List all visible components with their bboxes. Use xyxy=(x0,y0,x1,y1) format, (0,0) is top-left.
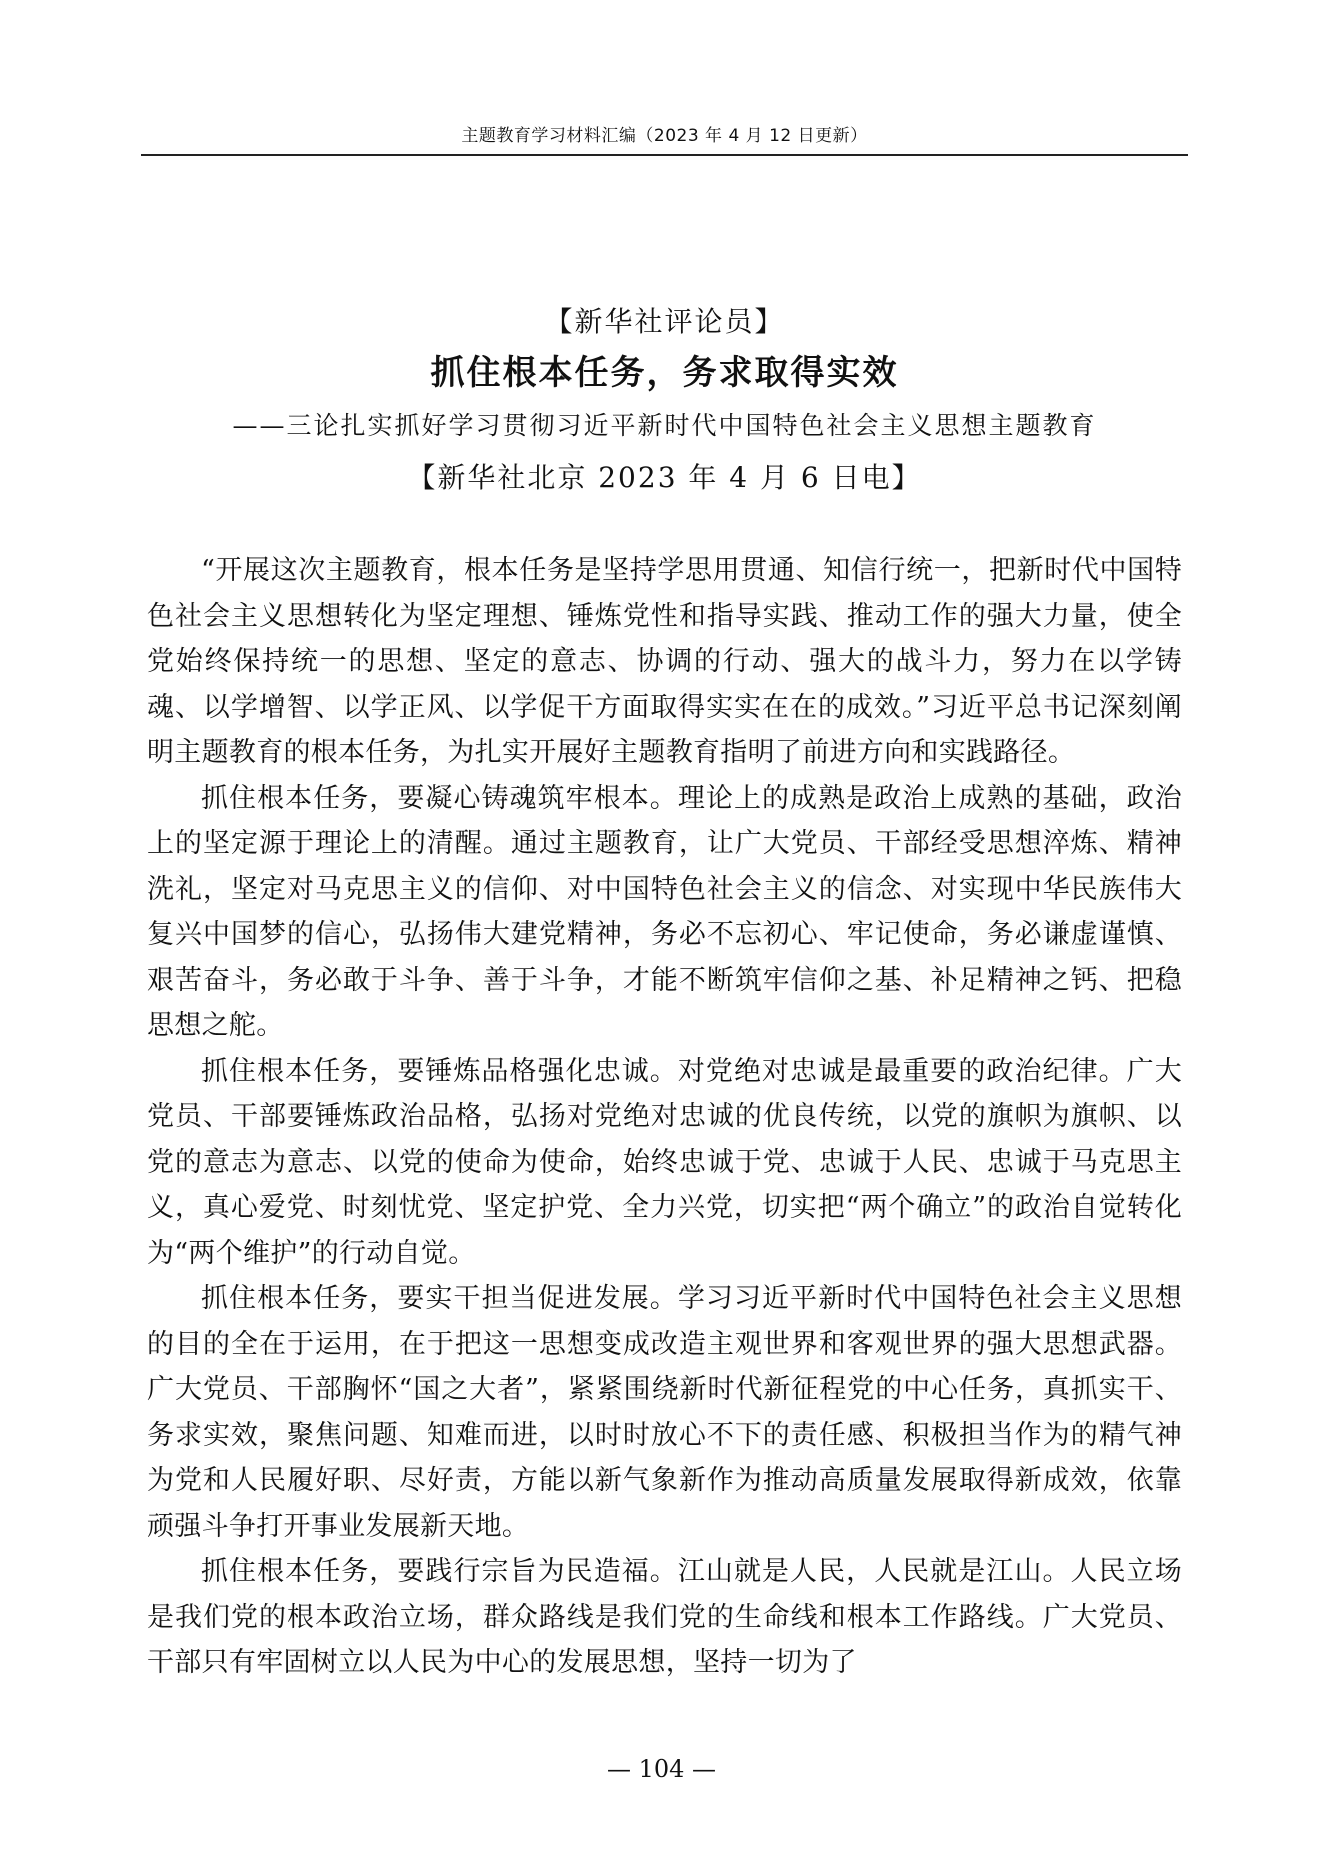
paragraph: 抓住根本任务，要凝心铸魂筑牢根本。理论上的成熟是政治上成熟的基础，政治上的坚定源于理论上的清醒。通过主题教育，让广大党员、干部经受思想淬炼、精神洗礼，坚定对马克思主义的信仰、对中国特色社会主义的信念、对实现中华民族伟大复兴中国梦的信心，弘扬伟大建党精神，务必不忘初心、牢记使命，务必谦虚谨慎、艰苦奋斗，务必敢于斗争、善于斗争，才能不断筑牢信仰之基、补足精神之钙、把稳思想之舵。 xyxy=(147,782,1182,1041)
column-tag: 【新华社评论员】 xyxy=(544,305,785,338)
article xyxy=(147,302,1182,1686)
running-header: 主题教育学习材料汇编（2023 年 4 月 12 日更新） xyxy=(461,126,868,146)
article-title: 抓住根本任务，务求取得实效 xyxy=(430,353,899,393)
header-divider xyxy=(141,154,1188,156)
article-body xyxy=(147,548,1182,1686)
paragraph: 抓住根本任务，要践行宗旨为民造福。江山就是人民，人民就是江山。人民立场是我们党的根本政治立场，群众路线是我们党的生命线和根本工作路线。广大党员、干部只有牢固树立以人民为中心的发展思想，坚持一切为了 xyxy=(147,1556,1182,1678)
paragraph: 抓住根本任务，要实干担当促进发展。学习习近平新时代中国特色社会主义思想的目的全在于运用，在于把这一思想变成改造主观世界和客观世界的强大思想武器。广大党员、干部胸怀“国之大者”，紧紧围绕新时代新征程党的中心任务，真抓实干、务求实效，聚焦问题、知难而进，以时时放心不下的责任感、积极担当作为的精气神为党和人民履好职、尽好责，方能以新气象新作为推动高质量发展取得新成效，依靠顽强斗争打开事业发展新天地。 xyxy=(147,1283,1182,1542)
paragraph: 抓住根本任务，要锤炼品格强化忠诚。对党绝对忠诚是最重要的政治纪律。广大党员、干部要锤炼政治品格，弘扬对党绝对忠诚的优良传统，以党的旗帜为旗帜、以党的意志为意志、以党的使命为使命，始终忠诚于党、忠诚于人民、忠诚于马克思主义，真心爱党、时刻忧党、坚定护党、全力兴党，切实把“两个确立”的政治自觉转化为“两个维护”的行动自觉。 xyxy=(147,1055,1182,1269)
paragraph: “开展这次主题教育，根本任务是坚持学思用贯通、知信行统一，把新时代中国特色社会主义思想转化为坚定理想、锤炼党性和指导实践、推动工作的强大力量，使全党始终保持统一的思想、坚定的意志、协调的行动、强大的战斗力，努力在以学铸魂、以学增智、以学正风、以学促干方面取得实实在在的成效。”习近平总书记深刻阐明主题教育的根本任务，为扎实开展好主题教育指明了前进方向和实践路径。 xyxy=(147,555,1182,768)
page-number: — 104 — xyxy=(606,1755,717,1783)
article-subtitle: ——三论扎实抓好学习贯彻习近平新时代中国特色社会主义思想主题教育 xyxy=(232,411,1097,440)
dateline: 【新华社北京 2023 年 4 月 6 日电】 xyxy=(407,461,922,494)
